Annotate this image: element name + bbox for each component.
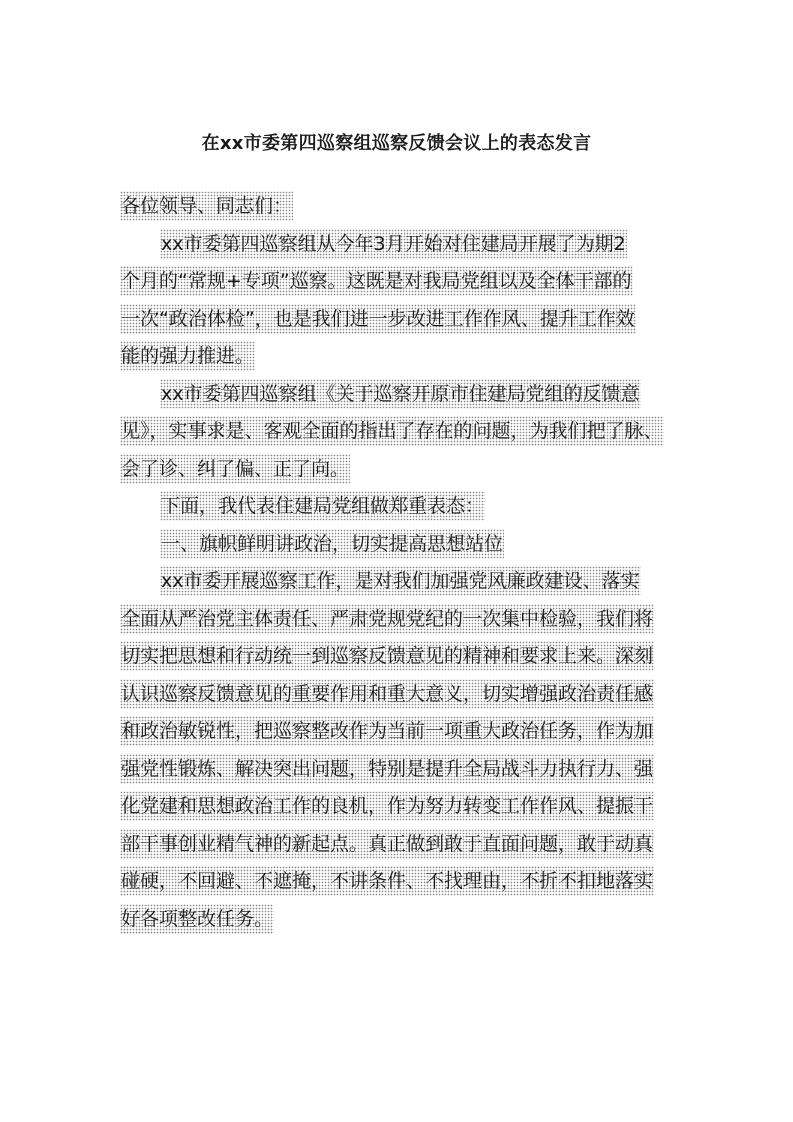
text-line: 和政治敏锐性，把巡察整改作为当前一项重大政治任务，作为加 <box>120 716 654 746</box>
text-line: 全面从严治党主体责任、严肃党规党纪的一次集中检验，我们将 <box>120 604 654 634</box>
text-line: 好各项整改任务。 <box>120 904 274 934</box>
document-body <box>120 188 680 938</box>
paragraph-line <box>120 601 680 639</box>
paragraph-line <box>120 376 680 414</box>
paragraph-line <box>120 676 680 714</box>
text-line: 一、旗帜鲜明讲政治，切实提高思想站位 <box>160 529 504 559</box>
text-line: xx市委第四巡察组从今年3月开始对住建局开展了为期2 <box>160 229 627 259</box>
paragraph-line <box>120 901 680 939</box>
text-line: 下面，我代表住建局党组做郑重表态： <box>160 491 485 521</box>
paragraph-line <box>120 713 680 751</box>
text-line: 认识巡察反馈意见的重要作用和重大意义，切实增强政治责任感 <box>120 679 654 709</box>
text-line: 会了诊、纠了偏、正了向。 <box>120 454 350 484</box>
paragraph-line <box>120 826 680 864</box>
text-line: 切实把思想和行动统一到巡察反馈意见的精神和要求上来。深刻 <box>120 641 654 671</box>
document-title: 在xx市委第四巡察组巡察反馈会议上的表态发言 <box>201 133 592 154</box>
salutation-line <box>120 188 680 226</box>
text-line: 化党建和思想政治工作的良机，作为努力转变工作作风、提振干 <box>120 791 654 821</box>
text-line: xx市委第四巡察组《关于巡察开原市住建局党组的反馈意 <box>160 379 641 409</box>
paragraph-line <box>120 751 680 789</box>
text-line: 个月的“常规+专项”巡察。这既是对我局党组以及全体干部的 <box>120 266 633 296</box>
paragraph-line <box>120 788 680 826</box>
text-line: 部干事创业精气神的新起点。真正做到敢于直面问题，敢于动真 <box>120 829 654 859</box>
paragraph-line <box>120 338 680 376</box>
paragraph-line <box>120 563 680 601</box>
text-line: 一次“政治体检”，也是我们进一步改进工作作风、提升工作效 <box>120 304 636 334</box>
paragraph-line <box>120 451 680 489</box>
text-line: 能的强力推进。 <box>120 341 255 371</box>
text-line: xx市委开展巡察工作，是对我们加强党风廉政建设、落实 <box>160 566 641 596</box>
text-line: 见》，实事求是、客观全面的指出了存在的问题，为我们把了脉、 <box>120 416 664 446</box>
paragraph-line <box>120 413 680 451</box>
paragraph-line <box>120 638 680 676</box>
paragraph-line <box>120 263 680 301</box>
paragraph-line <box>120 863 680 901</box>
text-line: 碰硬，不回避、不遮掩，不讲条件、不找理由，不折不扣地落实 <box>120 866 654 896</box>
paragraph-line <box>120 488 680 526</box>
text-line: 各位领导、同志们： <box>120 191 293 221</box>
section-heading <box>120 526 680 564</box>
paragraph-line <box>120 226 680 264</box>
paragraph-line <box>120 301 680 339</box>
text-line: 强党性锻炼、解决突出问题，特别是提升全局战斗力执行力、强 <box>120 754 654 784</box>
